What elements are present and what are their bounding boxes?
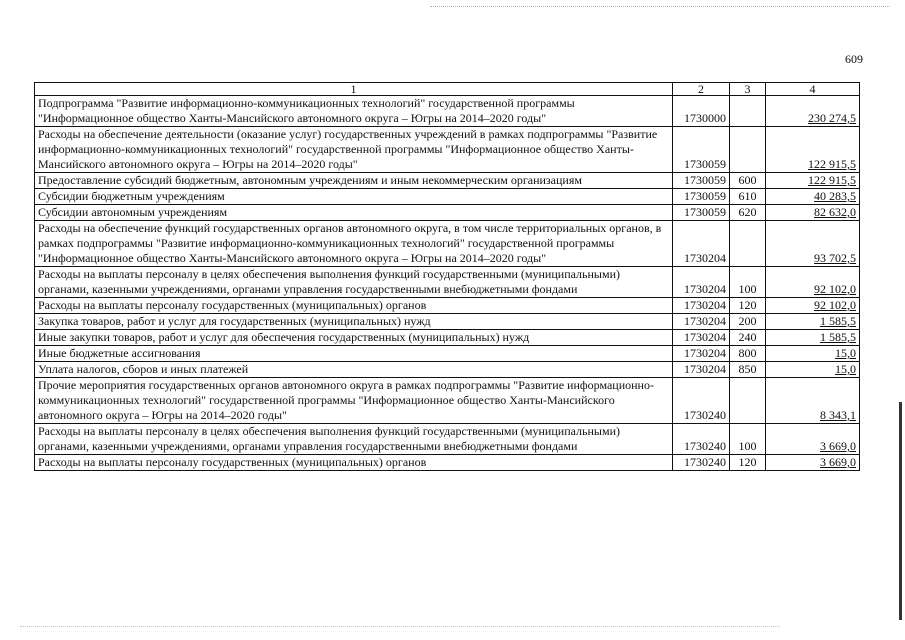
row-kind: 120 xyxy=(730,455,766,471)
row-amount-cell xyxy=(766,96,860,127)
table-row xyxy=(35,221,860,267)
row-code: 1730204 xyxy=(673,221,730,267)
table-row xyxy=(35,330,860,346)
row-amount: 1 585,5 xyxy=(820,330,856,344)
table-row xyxy=(35,127,860,173)
row-code: 1730059 xyxy=(673,127,730,173)
table-row xyxy=(35,298,860,314)
column-header-description: 1 xyxy=(35,83,673,96)
row-amount: 8 343,1 xyxy=(820,408,856,422)
column-header-code: 2 xyxy=(673,83,730,96)
table-row xyxy=(35,189,860,205)
table-row xyxy=(35,173,860,189)
row-code: 1730240 xyxy=(673,455,730,471)
row-amount: 82 632,0 xyxy=(814,205,856,219)
row-kind: 120 xyxy=(730,298,766,314)
row-kind: 200 xyxy=(730,314,766,330)
row-kind: 100 xyxy=(730,424,766,455)
row-kind: 800 xyxy=(730,346,766,362)
row-description: Закупка товаров, работ и услуг для государственных (муниципальных) нужд xyxy=(35,314,673,330)
row-amount-cell xyxy=(766,221,860,267)
row-description: Расходы на обеспечение деятельности (оказание услуг) государственных учреждений в рамках подпрограммы "Развитие информационно-коммуникационных технологий" государственной программы "Информационное общество Ханты-Мансийского автономного округа – Югры на 2014–2020 годы" xyxy=(35,127,673,173)
row-kind: 620 xyxy=(730,205,766,221)
row-amount-cell xyxy=(766,362,860,378)
row-amount: 122 915,5 xyxy=(808,157,856,171)
row-description: Расходы на выплаты персоналу в целях обеспечения выполнения функций государственными (муниципальными) органами, казенными учреждениями, органами управления государственными внебюджетными фондами xyxy=(35,267,673,298)
row-amount: 1 585,5 xyxy=(820,314,856,328)
row-amount-cell xyxy=(766,346,860,362)
row-amount: 15,0 xyxy=(835,346,856,360)
row-amount: 3 669,0 xyxy=(820,439,856,453)
row-amount: 230 274,5 xyxy=(808,111,856,125)
table-header-row xyxy=(35,83,860,96)
row-kind: 100 xyxy=(730,267,766,298)
table-row xyxy=(35,205,860,221)
column-header-amount: 4 xyxy=(766,83,860,96)
row-code: 1730059 xyxy=(673,205,730,221)
row-code: 1730204 xyxy=(673,298,730,314)
row-code: 1730204 xyxy=(673,314,730,330)
row-amount-cell xyxy=(766,330,860,346)
row-amount-cell xyxy=(766,189,860,205)
table-row xyxy=(35,267,860,298)
row-kind xyxy=(730,127,766,173)
row-code: 1730059 xyxy=(673,173,730,189)
row-amount-cell xyxy=(766,455,860,471)
row-amount-cell xyxy=(766,378,860,424)
row-kind xyxy=(730,96,766,127)
scan-edge-bottom xyxy=(20,626,780,627)
row-code: 1730000 xyxy=(673,96,730,127)
row-code: 1730059 xyxy=(673,189,730,205)
row-amount-cell xyxy=(766,205,860,221)
row-amount-cell xyxy=(766,298,860,314)
row-amount-cell xyxy=(766,267,860,298)
row-amount: 92 102,0 xyxy=(814,298,856,312)
row-code: 1730204 xyxy=(673,267,730,298)
row-description: Иные бюджетные ассигнования xyxy=(35,346,673,362)
table-row xyxy=(35,314,860,330)
row-description: Подпрограмма "Развитие информационно-коммуникационных технологий" государственной программы "Информационное общество Ханты-Мансийского автономного округа – Югры на 2014–2020 годы" xyxy=(35,96,673,127)
row-code: 1730240 xyxy=(673,424,730,455)
row-description: Расходы на выплаты персоналу государственных (муниципальных) органов xyxy=(35,298,673,314)
table-row xyxy=(35,346,860,362)
row-amount-cell xyxy=(766,314,860,330)
row-description: Расходы на выплаты персоналу государственных (муниципальных) органов xyxy=(35,455,673,471)
budget-table xyxy=(34,82,860,471)
row-description: Субсидии автономным учреждениям xyxy=(35,205,673,221)
column-header-kind: 3 xyxy=(730,83,766,96)
row-amount: 3 669,0 xyxy=(820,455,856,469)
table-row xyxy=(35,96,860,127)
row-kind: 850 xyxy=(730,362,766,378)
row-amount: 15,0 xyxy=(835,362,856,376)
scan-margin-bar xyxy=(899,402,902,620)
row-kind xyxy=(730,378,766,424)
row-amount-cell xyxy=(766,173,860,189)
row-kind xyxy=(730,221,766,267)
row-amount: 40 283,5 xyxy=(814,189,856,203)
row-amount: 93 702,5 xyxy=(814,251,856,265)
table-row xyxy=(35,362,860,378)
row-code: 1730240 xyxy=(673,378,730,424)
row-code: 1730204 xyxy=(673,330,730,346)
row-description: Расходы на выплаты персоналу в целях обеспечения выполнения функций государственными (муниципальными) органами, казенными учреждениями, органами управления государственными внебюджетными фондами xyxy=(35,424,673,455)
table-row xyxy=(35,455,860,471)
page-number: 609 xyxy=(845,52,863,66)
row-kind: 610 xyxy=(730,189,766,205)
table-row xyxy=(35,378,860,424)
row-description: Иные закупки товаров, работ и услуг для обеспечения государственных (муниципальных) нужд xyxy=(35,330,673,346)
row-amount-cell xyxy=(766,127,860,173)
row-amount: 92 102,0 xyxy=(814,282,856,296)
row-kind: 600 xyxy=(730,173,766,189)
row-code: 1730204 xyxy=(673,362,730,378)
row-description: Субсидии бюджетным учреждениям xyxy=(35,189,673,205)
row-kind: 240 xyxy=(730,330,766,346)
table-row xyxy=(35,424,860,455)
row-amount: 122 915,5 xyxy=(808,173,856,187)
row-description: Прочие мероприятия государственных органов автономного округа в рамках подпрограммы "Развитие информационно-коммуникационных технологий" государственной программы "Информационное общество Ханты-Мансийского автономного округа – Югры на 2014–2020 годы" xyxy=(35,378,673,424)
row-description: Расходы на обеспечение функций государственных органов автономного округа, в том числе территориальных органов, в рамках подпрограммы "Развитие информационно-коммуникационных технологий" государственной программы "Информационное общество Ханты-Мансийского автономного округа – Югры на 2014–2020 годы" xyxy=(35,221,673,267)
row-amount-cell xyxy=(766,424,860,455)
scan-edge-top xyxy=(430,6,890,7)
row-description: Предоставление субсидий бюджетным, автономным учреждениям и иным некоммерческим организациям xyxy=(35,173,673,189)
row-description: Уплата налогов, сборов и иных платежей xyxy=(35,362,673,378)
row-code: 1730204 xyxy=(673,346,730,362)
